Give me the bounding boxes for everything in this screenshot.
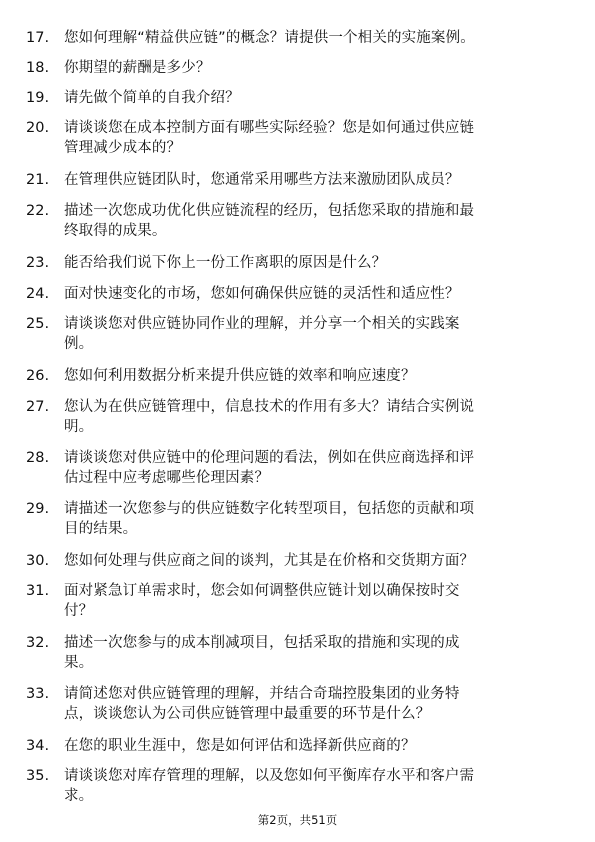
question-number: 28.: [26, 450, 50, 466]
question-text-line: 果。: [64, 655, 94, 671]
question-number: 29.: [26, 501, 50, 517]
question-number: 31.: [26, 583, 50, 599]
question-text-line: 请谈谈您对供应链中的伦理问题的看法，例如在供应商选择和评: [64, 450, 475, 466]
question-number: 30.: [26, 553, 50, 569]
question-text-line: 面对紧急订单需求时，您会如何调整供应链计划以确保按时交: [64, 583, 460, 599]
question-text-line: 请谈谈您在成本控制方面有哪些实际经验？您是如何通过供应链: [64, 120, 475, 136]
question-number: 26.: [26, 368, 50, 384]
question-text-line: 在管理供应链团队时，您通常采用哪些方法来激励团队成员？: [64, 172, 460, 188]
question-text-line: 您认为在供应链管理中，信息技术的作用有多大？请结合实例说: [64, 399, 475, 415]
question-text-line: 能否给我们说下你上一份工作离职的原因是什么？: [64, 255, 387, 271]
question-text-line: 您如何利用数据分析来提升供应链的效率和响应速度？: [64, 368, 416, 384]
question-text-line: 描述一次您成功优化供应链流程的经历，包括您采取的措施和最: [64, 203, 475, 219]
question-number: 17.: [26, 30, 50, 46]
question-text-line: 付？: [64, 603, 94, 619]
question-text-line: 目的结果。: [64, 521, 138, 537]
question-number: 18.: [26, 60, 50, 76]
question-text-line: 你期望的薪酬是多少？: [64, 60, 211, 76]
question-number: 22.: [26, 203, 50, 219]
question-number: 27.: [26, 399, 50, 415]
question-text-line: 例。: [64, 336, 94, 352]
question-number: 23.: [26, 255, 50, 271]
question-number: 19.: [26, 90, 50, 106]
question-text-line: 请描述一次您参与的供应链数字化转型项目，包括您的贡献和项: [64, 501, 475, 517]
question-text-line: 终取得的成果。: [64, 223, 167, 239]
question-text-line: 估过程中应考虑哪些伦理因素？: [64, 470, 270, 486]
question-text-line: 明。: [64, 419, 94, 435]
question-text-line: 请谈谈您对库存管理的理解，以及您如何平衡库存水平和客户需: [64, 768, 475, 784]
question-number: 34.: [26, 738, 50, 754]
question-text-line: 请谈谈您对供应链协同作业的理解，并分享一个相关的实践案: [64, 316, 460, 332]
question-number: 24.: [26, 286, 50, 302]
question-text-line: 在您的职业生涯中，您是如何评估和选择新供应商的？: [64, 738, 416, 754]
question-text-line: 求。: [64, 788, 94, 804]
question-number: 20.: [26, 120, 50, 136]
question-text-line: 管理减少成本的？: [64, 140, 182, 156]
question-number: 25.: [26, 316, 50, 332]
question-number: 35.: [26, 768, 50, 784]
question-text-line: 请简述您对供应链管理的理解，并结合奇瑞控股集团的业务特: [64, 686, 460, 702]
question-text-line: 您如何处理与供应商之间的谈判，尤其是在价格和交货期方面？: [64, 553, 475, 569]
question-text-line: 面对快速变化的市场，您如何确保供应链的灵活性和适应性？: [64, 286, 460, 302]
question-number: 33.: [26, 686, 50, 702]
page-number: 第2页，共51页: [257, 813, 338, 827]
question-text-line: 请先做个简单的自我介绍？: [64, 90, 240, 106]
question-text-line: 您如何理解“精益供应链”的概念？请提供一个相关的实施案例。: [64, 30, 475, 46]
question-text-line: 描述一次您参与的成本削减项目，包括采取的措施和实现的成: [64, 635, 460, 651]
question-number: 21.: [26, 172, 50, 188]
question-text-line: 点，谈谈您认为公司供应链管理中最重要的环节是什么？: [64, 706, 431, 722]
question-number: 32.: [26, 635, 50, 651]
